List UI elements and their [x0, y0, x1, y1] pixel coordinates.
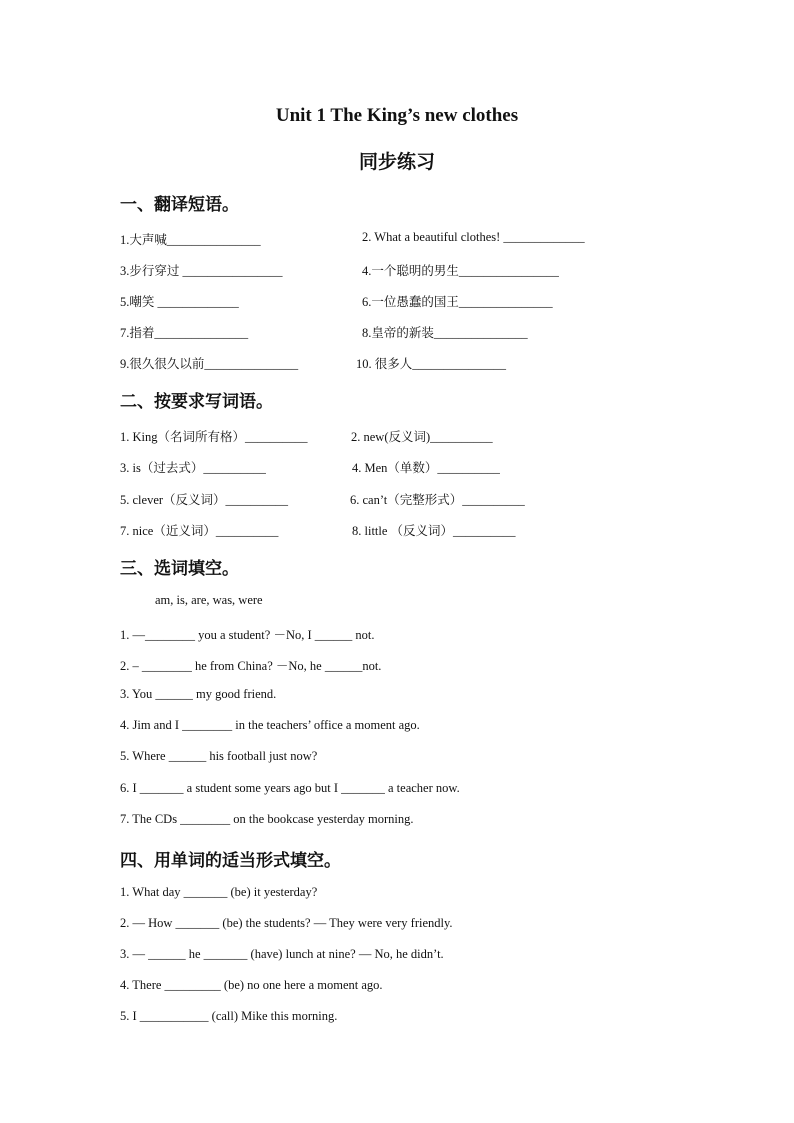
section-2-item: 5. clever（反义词）__________	[120, 493, 289, 507]
section-2-item: 4. Men（单数）__________	[352, 461, 500, 475]
section-1-item: 8.皇帝的新装_______________	[362, 326, 528, 340]
section-1-item: 7.指着_______________	[120, 326, 249, 340]
word-bank: am, is, are, was, were	[155, 593, 263, 607]
section-4-item: 2. — How _______ (be) the students? — They were very friendly.	[120, 916, 453, 930]
section-4-heading: 四、用单词的适当形式填空。	[120, 851, 341, 871]
section-3-item: 6. I _______ a student some years ago but I _______ a teacher now.	[120, 781, 460, 795]
section-2-item: 2. new(反义词)__________	[351, 430, 493, 444]
section-3-item: 2. – ________ he from China? －No, he ______not.	[120, 659, 382, 673]
section-4-item: 1. What day _______ (be) it yesterday?	[120, 885, 318, 899]
section-1-heading: 一、翻译短语。	[120, 195, 239, 215]
section-2-item: 8. little （反义词）__________	[352, 524, 516, 538]
section-3-item: 4. Jim and I ________ in the teachers’ office a moment ago.	[120, 718, 420, 732]
section-1-item: 3.步行穿过 ________________	[120, 264, 283, 278]
section-3-item: 7. The CDs ________ on the bookcase yesterday morning.	[120, 812, 414, 826]
section-1-item: 1.大声喊_______________	[120, 233, 261, 247]
section-3-item: 1. —________ you a student? －No, I ______ not.	[120, 628, 375, 642]
section-4-item: 4. There _________ (be) no one here a moment ago.	[120, 978, 383, 992]
section-1-item: 6.一位愚蠢的国王_______________	[362, 295, 553, 309]
section-1-item: 10. 很多人_______________	[356, 357, 507, 371]
section-1-item: 5.嘲笑 _____________	[120, 295, 239, 309]
section-3-item: 3. You ______ my good friend.	[120, 687, 277, 701]
section-2-item: 7. nice（近义词）__________	[120, 524, 279, 538]
section-2-item: 3. is（过去式）__________	[120, 461, 266, 475]
section-3-item: 5. Where ______ his football just now?	[120, 749, 318, 763]
section-3-heading: 三、选词填空。	[120, 559, 239, 579]
section-2-item: 6. can’t（完整形式）__________	[350, 493, 525, 507]
section-4-item: 3. — ______ he _______ (have) lunch at nine? — No, he didn’t.	[120, 947, 444, 961]
section-2-heading: 二、按要求写词语。	[120, 392, 273, 412]
section-1-item: 2. What a beautiful clothes! _____________	[362, 230, 585, 244]
page-title: Unit 1 The King’s new clothes	[275, 105, 519, 126]
section-1-item: 9.很久很久以前_______________	[120, 357, 299, 371]
section-2-item: 1. King（名词所有格）__________	[120, 430, 308, 444]
section-4-item: 5. I ___________ (call) Mike this morning.	[120, 1009, 338, 1023]
section-1-item: 4.一个聪明的男生________________	[362, 264, 559, 278]
page-subtitle: 同步练习	[358, 151, 435, 173]
